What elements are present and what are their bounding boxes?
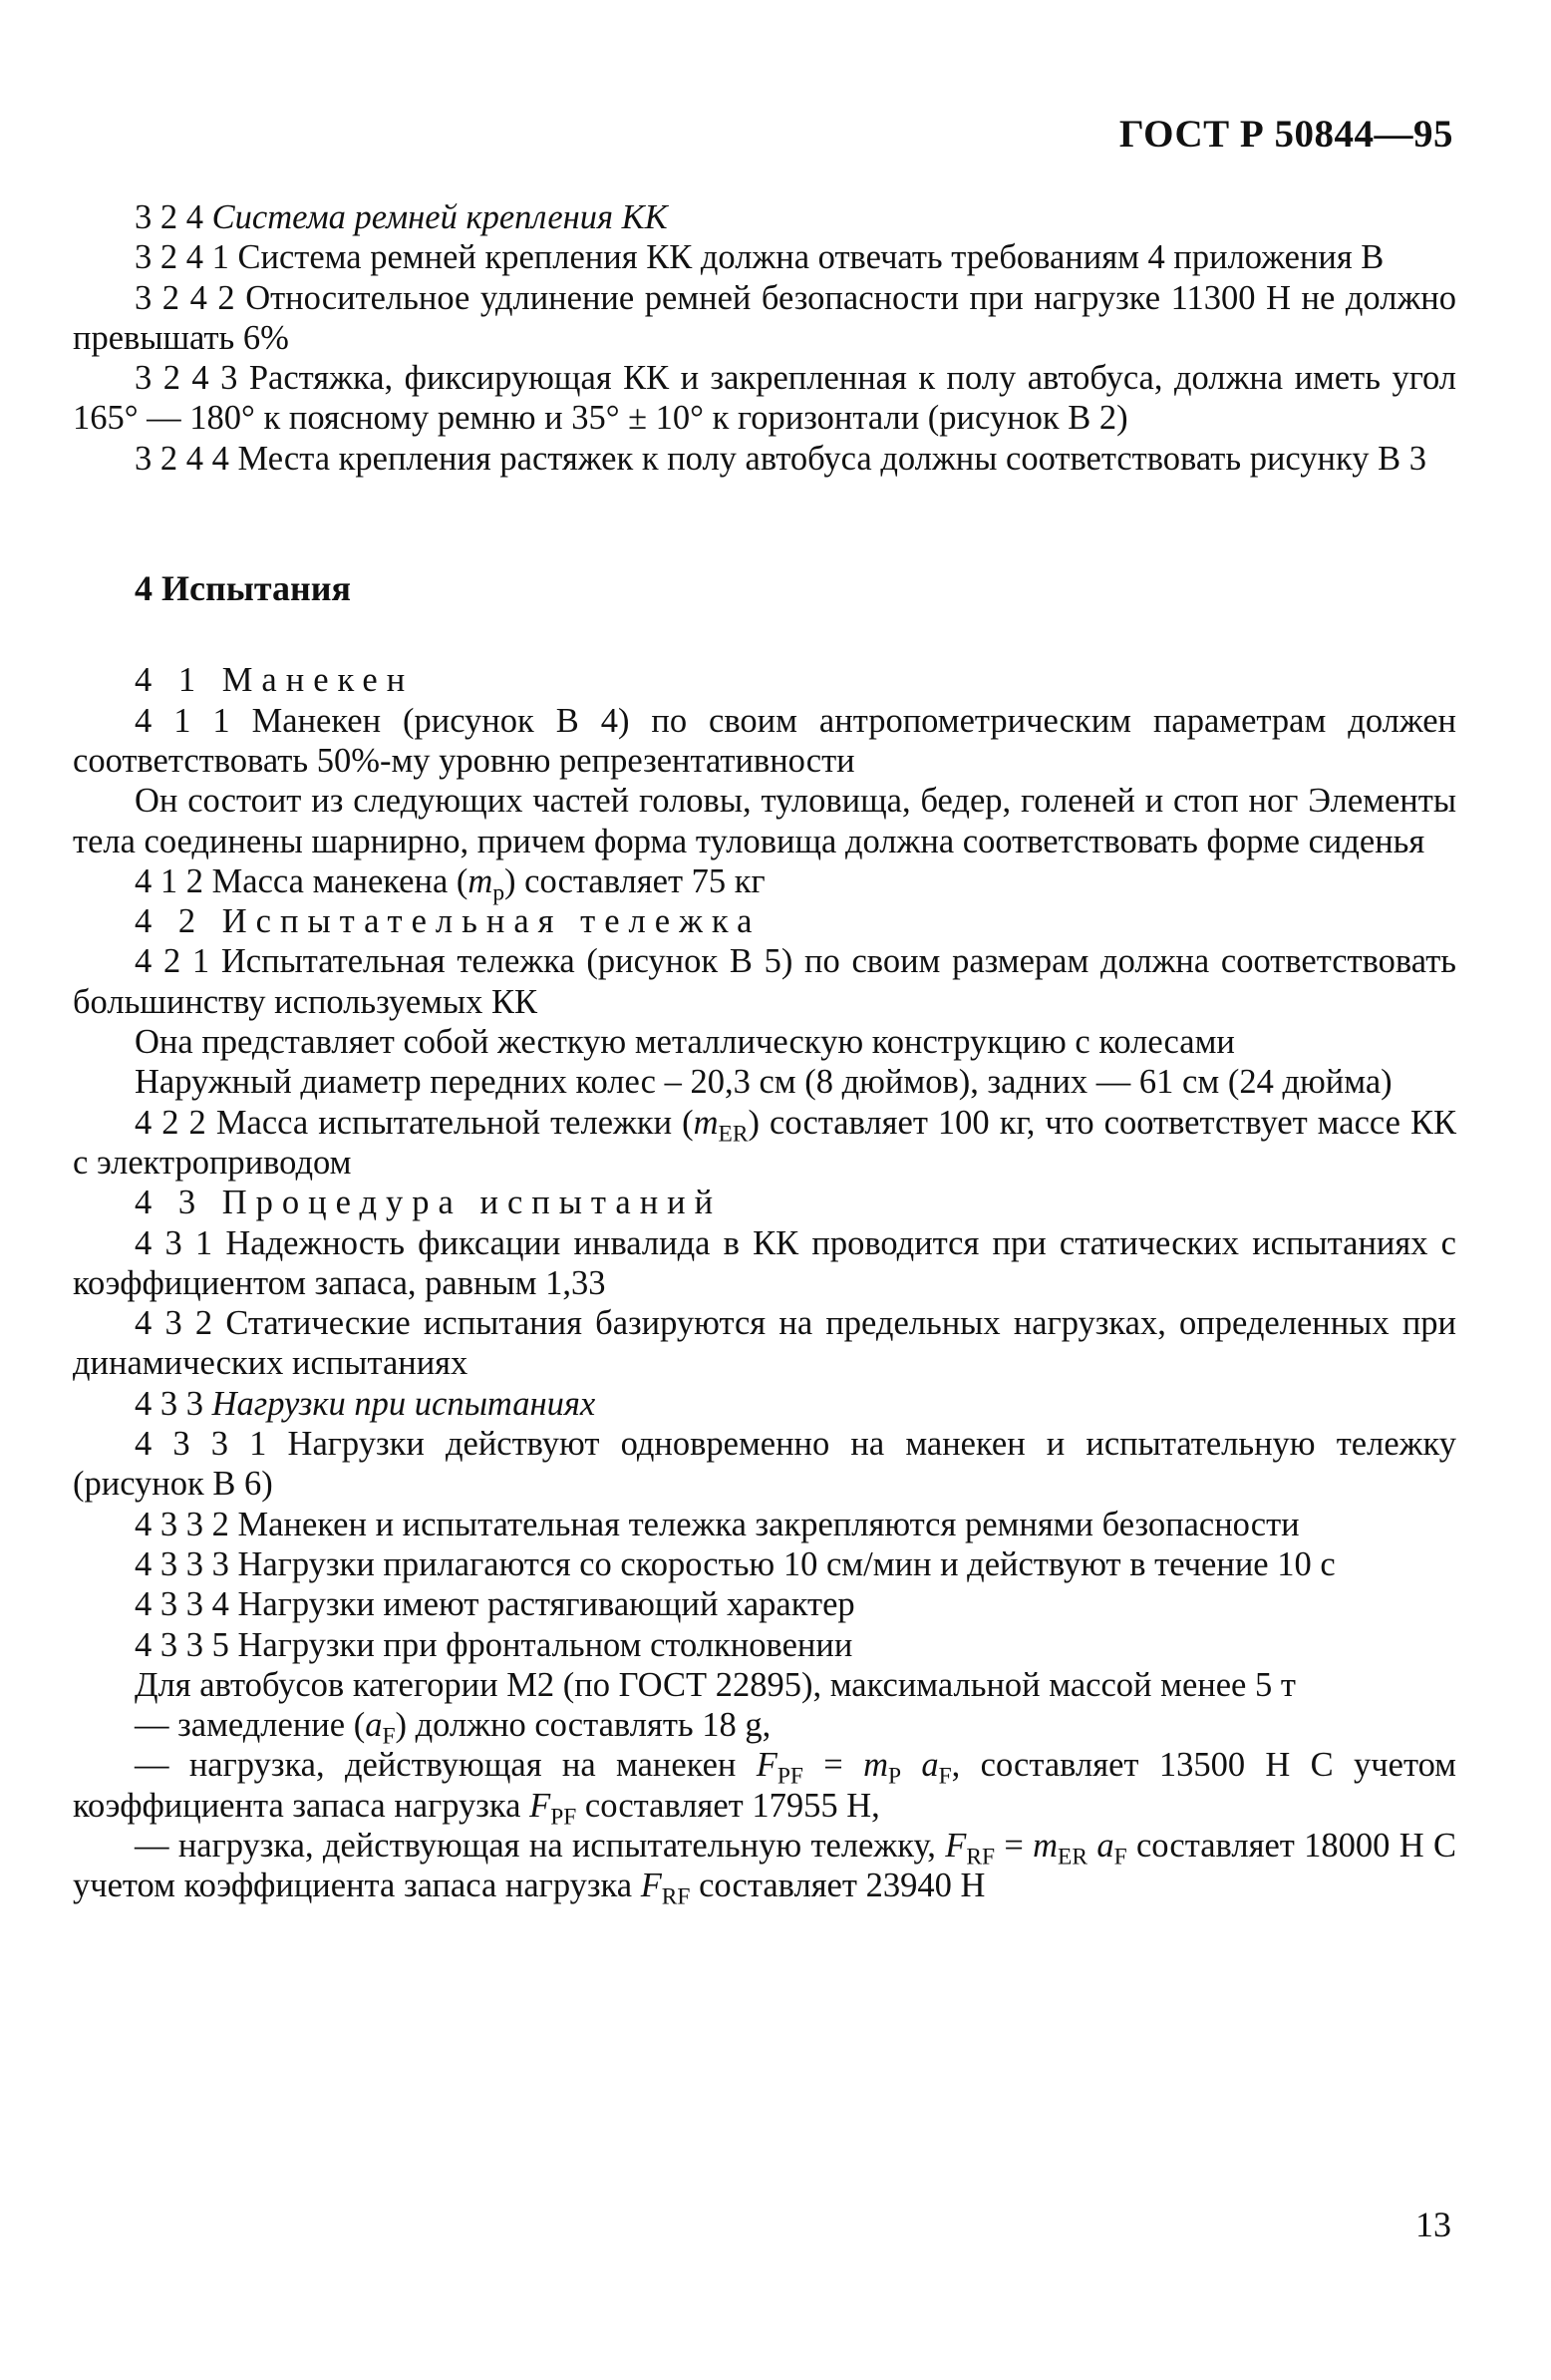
symbol: F [640,1867,662,1905]
text-part [901,1746,921,1784]
paragraph-4-3-3-4: 4 3 3 4 Нагрузки имеют растягивающий характер [135,1585,855,1624]
text-part: 4 2 2 Масса испытательной тележки ( [135,1103,694,1142]
paragraph-3-2-4-3: 3 2 4 3 Растяжка, фиксирующая КК и закрепленная к полу автобуса, должна иметь угол 165° — 180° к поясному ремню и 35° ± 10° к горизонтали (рисунок В 2) [73,359,1456,438]
heading-4-2: 4 2 Испытательная тележка [135,902,762,941]
symbol: F [529,1786,551,1825]
paragraph-3-2-4-2: 3 2 4 2 Относительное удлинение ремней безопасности при нагрузке 11300 Н не должно превышать 6% [73,278,1456,357]
symbol: F [945,1826,967,1865]
subscript: PF [550,1804,577,1831]
paragraph-3-2-4-1: 3 2 4 1 Система ремней крепления КК должна отвечать требованиям 4 приложения В [135,238,1385,277]
heading-4-1: 4 1 Манекен [135,661,415,700]
subscript: RF [661,1883,691,1910]
symbol: m [1033,1826,1059,1865]
paragraph-load-dummy [73,1745,1457,1831]
subscript: p [492,879,505,906]
text-part: = [995,1826,1034,1865]
text-part: — нагрузка, действующая на испытательную тележку, [135,1826,946,1865]
symbol: m [693,1103,719,1142]
paragraph-4-1-1: 4 1 1 Манекен (рисунок В 4) по своим антропометрическим параметрам должен соответствовать 50%-му уровню репрезентативности [73,701,1456,780]
paragraph-m2-category: Для автобусов категории М2 (по ГОСТ 22895), максимальной массой менее 5 т [135,1665,1296,1704]
text-part: = [802,1746,864,1785]
text-part: составляет 17955 Н, [576,1786,880,1825]
paragraph-4-2-1-wheels: Наружный диаметр передних колес – 20,3 см (8 дюймов), задних — 61 см (24 дюйма) [135,1063,1393,1102]
page-number: 13 [1415,2205,1451,2244]
section-number: 4 3 3 [135,1384,203,1423]
symbol: a [1096,1826,1114,1865]
subscript: F [1113,1844,1127,1870]
subscript: F [938,1763,952,1790]
heading-4-3-3 [73,1384,1456,1424]
text-part: — замедление ( [135,1706,366,1745]
subscript: ER [718,1121,749,1148]
subscript: PF [776,1763,803,1790]
subscript: P [887,1763,902,1790]
paragraph-4-3-2: 4 3 2 Статические испытания базируются на предельных нагрузках, определенных при динамических испытаниях [73,1304,1456,1383]
subscript: ER [1058,1844,1088,1870]
subscript: RF [966,1844,995,1870]
text-part: , составляет 13500 Н С учетом коэффициента запаса нагрузка [73,1746,1457,1825]
symbol: F [756,1746,777,1785]
paragraph-4-3-3-3: 4 3 3 3 Нагрузки прилагаются со скоростью 10 см/мин и действуют в течение 10 с [135,1544,1336,1583]
paragraph-4-1-1-continued: Он состоит из следующих частей головы, туловища, бедер, голеней и стоп ног Элементы тела соединены шарнирно, причем форма туловища должна соответствовать форме сиденья [73,782,1456,860]
symbol: m [467,861,493,900]
paragraph-4-2-2 [73,1103,1456,1184]
text-part [1087,1827,1096,1865]
paragraph-4-3-3-5: 4 3 3 5 Нагрузки при фронтальном столкновении [135,1625,853,1664]
section-3-2-4-title [73,197,1456,237]
text-part: составляет 18000 Н С учетом коэффициента запаса нагрузка [73,1826,1456,1905]
paragraph-4-3-1: 4 3 1 Надежность фиксации инвалида в КК проводится при статических испытаниях с коэффициентом запаса, равным 1,33 [73,1223,1456,1302]
text-part: ) составляет 100 кг, что соответствует массе КК с электроприводом [73,1103,1456,1182]
symbol: a [365,1706,383,1745]
section-4-title: 4 Испытания [135,568,351,609]
paragraph-4-2-1: 4 2 1 Испытательная тележка (рисунок В 5) по своим размерам должна соответствовать большинству используемых КК [73,942,1456,1021]
heading-4-3: 4 3 Процедура испытаний [135,1184,723,1222]
paragraph-deceleration [73,1705,1456,1750]
paragraph-4-3-3-2: 4 3 3 2 Манекен и испытательная тележка закрепляются ремнями безопасности [135,1505,1300,1543]
section-number: 3 2 4 [135,198,203,236]
subscript: F [382,1723,396,1750]
text-part: — нагрузка, действующая на манекен [135,1746,757,1785]
section-heading: Нагрузки при испытаниях [211,1384,596,1423]
section-heading: Система ремней крепления КК [211,198,668,236]
document-body [73,197,1457,1910]
text-part: 4 1 2 Масса манекена ( [135,861,468,900]
paragraph-4-1-2 [73,861,1456,906]
symbol: a [921,1746,939,1785]
paragraph-3-2-4-4: 3 2 4 4 Места крепления растяжек к полу автобуса должны соответствовать рисунку В 3 [135,439,1427,478]
document-header: ГОСТ Р 50844—95 [1118,113,1453,156]
paragraph-4-3-3-1: 4 3 3 1 Нагрузки действуют одновременно на манекен и испытательную тележку (рисунок В 6) [73,1425,1456,1504]
paragraph-4-2-1-continued: Она представляет собой жесткую металлическую конструкцию с колесами [135,1023,1235,1062]
text-part: ) должно составлять 18 g, [395,1706,772,1745]
text-part: составляет 23940 Н [690,1867,986,1905]
paragraph-load-trolley [73,1826,1456,1910]
text-part: ) составляет 75 кг [504,861,766,900]
symbol: m [863,1746,888,1785]
